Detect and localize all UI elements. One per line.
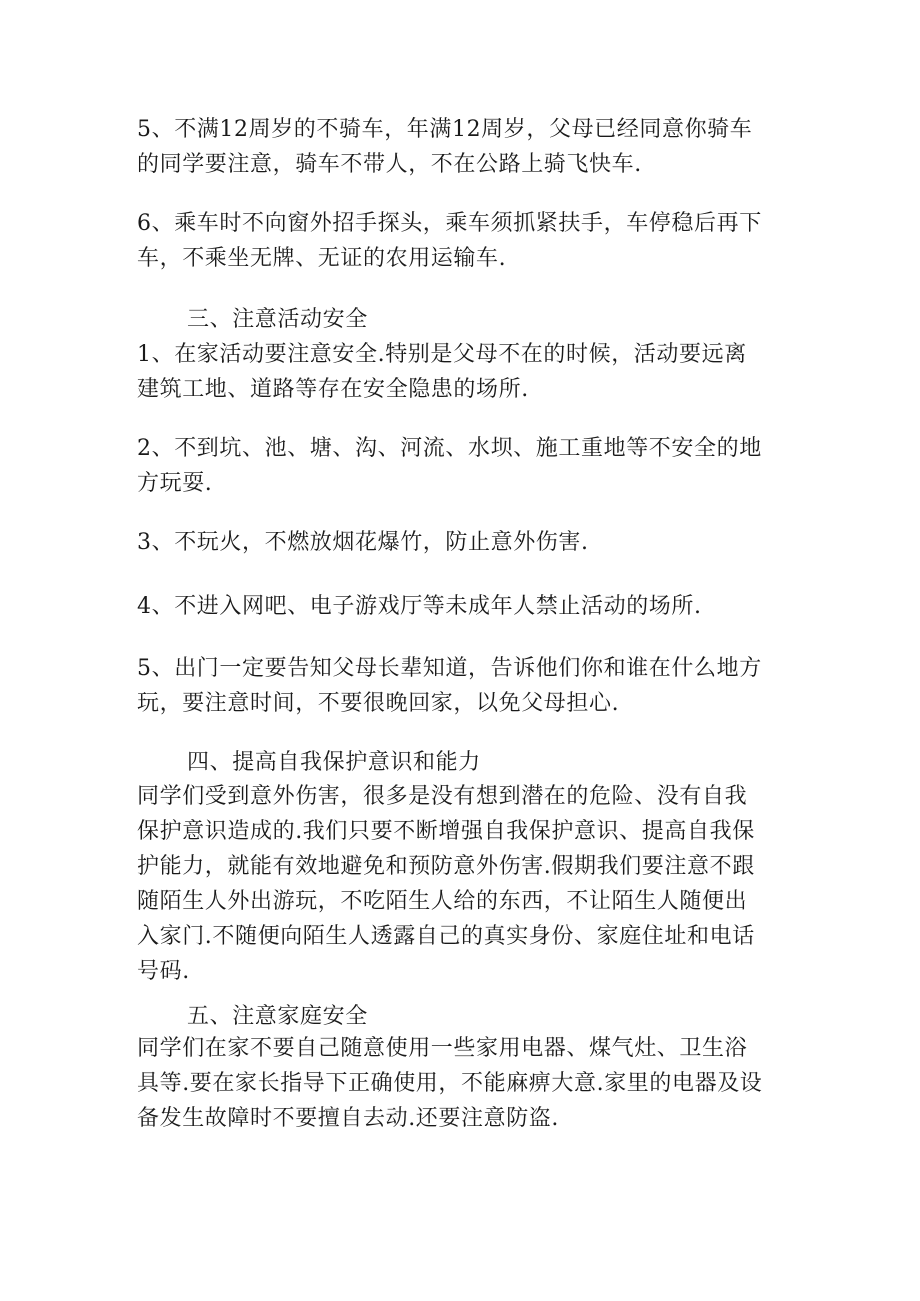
section-3-item-3: 3、不玩火，不燃放烟花爆竹，防止意外伤害. <box>137 530 589 555</box>
section-4-body: 同学们受到意外伤害，很多是没有想到潜在的危险、没有自我保护意识造成的.我们只要不断增强自我保护意识、提高自我保护能力，就能有效地避免和预防意外伤害.假期我们要注意不跟随陌生人外出游玩，不吃陌生人给的东西，不让陌生人随便出入家门.不随便向陌生人透露自己的真实身份、家庭住址和电话号码. <box>137 784 755 984</box>
section-3-item-1: 1、在家活动要注意安全.特别是父母不在的时候，活动要远离建筑工地、道路等存在安全隐患的场所. <box>137 342 747 402</box>
section-5-body: 同学们在家不要自己随意使用一些家用电器、煤气灶、卫生浴具等.要在家长指导下正确使用，不能麻痹大意.家里的电器及设备发生故障时不要擅自去动.还要注意防盗. <box>137 1036 763 1131</box>
section-3-item-4: 4、不进入网吧、电子游戏厅等未成年人禁止活动的场所. <box>137 594 702 619</box>
item-6-ride-rule: 6、乘车时不向窗外招手探头，乘车须抓紧扶手，车停稳后再下车，不乘坐无牌、无证的农用运输车. <box>137 211 762 271</box>
section-3-item-2: 2、不到坑、池、塘、沟、河流、水坝、施工重地等不安全的地方玩耍. <box>137 436 762 496</box>
section-3-heading: 三、注意活动安全 <box>187 307 368 332</box>
section-5-heading: 五、注意家庭安全 <box>187 1004 368 1029</box>
item-5-bike-rule: 5、不满12周岁的不骑车，年满12周岁，父母已经同意你骑车的同学要注意，骑车不带人，不在公路上骑飞快车. <box>137 117 753 177</box>
section-4-heading: 四、提高自我保护意识和能力 <box>187 750 481 775</box>
section-3-item-5: 5、出门一定要告知父母长辈知道，告诉他们你和谁在什么地方玩，要注意时间，不要很晚回家，以免父母担心. <box>137 656 762 716</box>
